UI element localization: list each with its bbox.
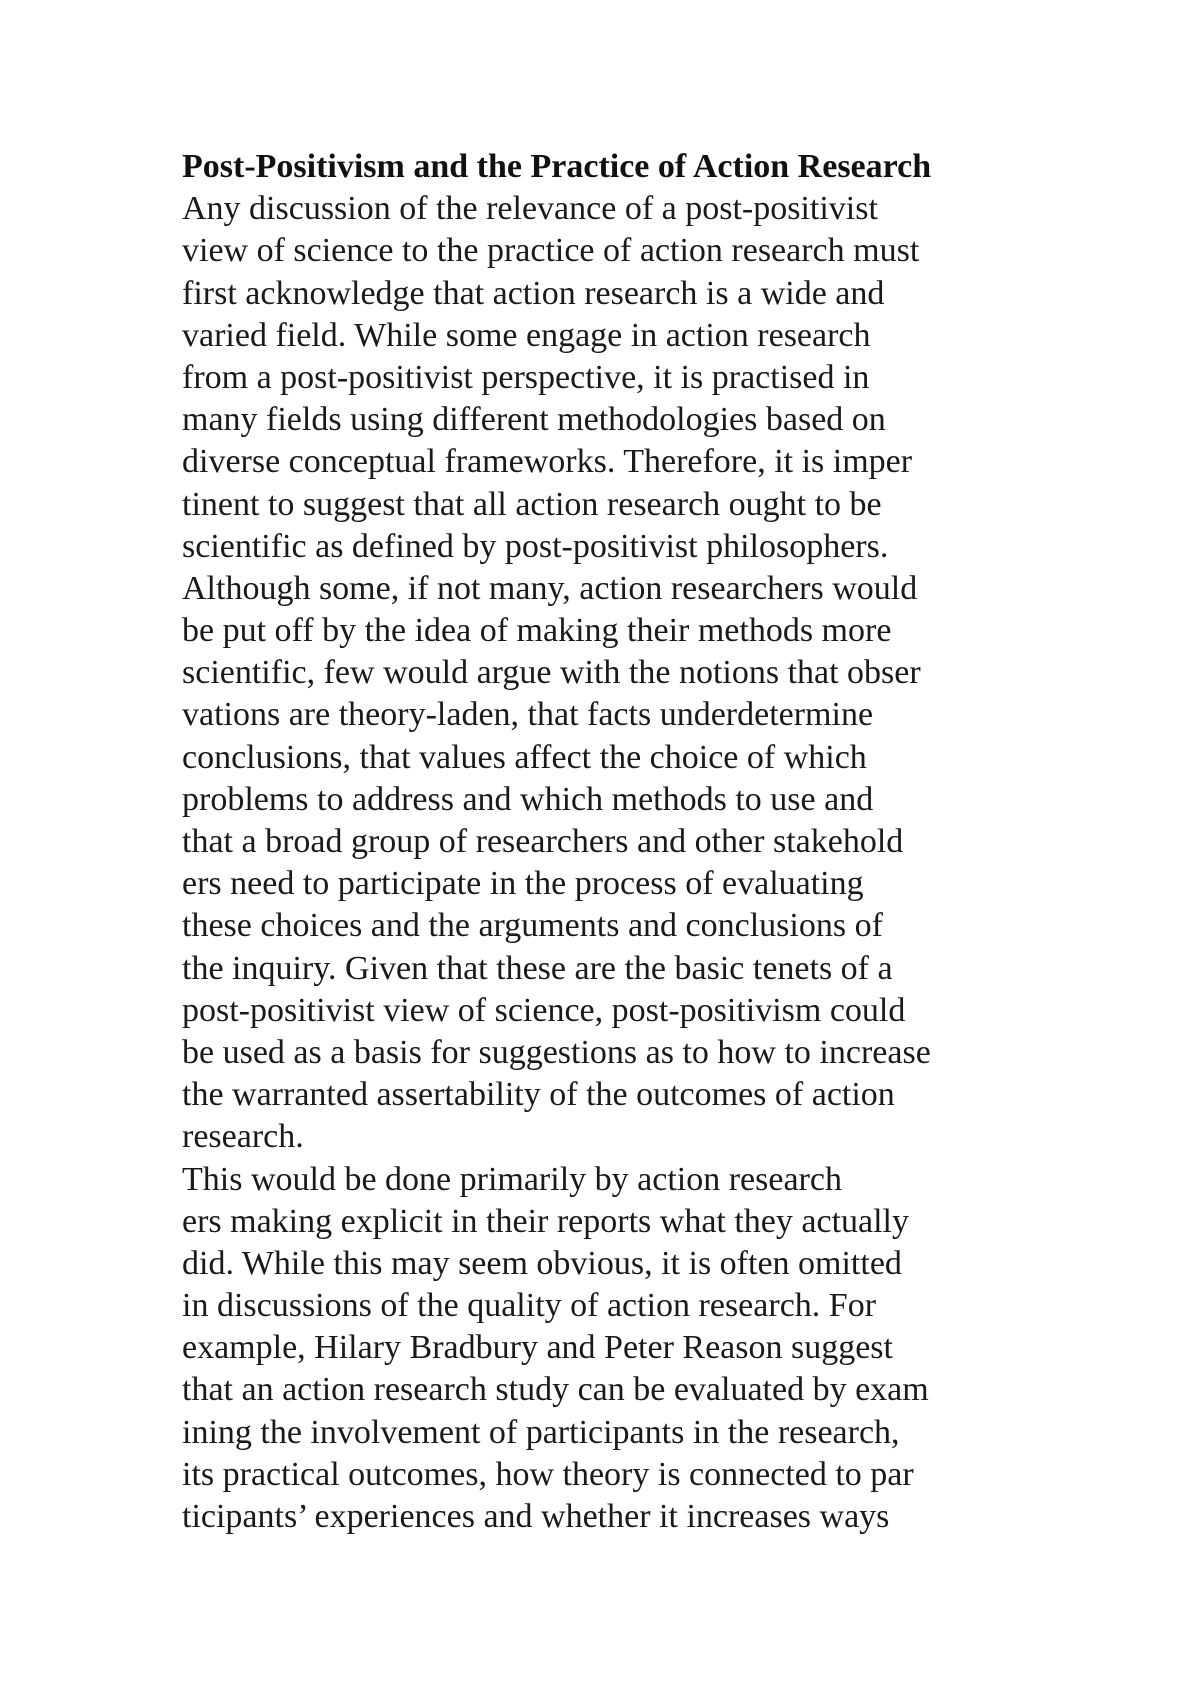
- paragraph-1-line: these choices and the arguments and conclusions of: [182, 907, 883, 945]
- paragraph-2-line: in discussions of the quality of action research. For: [182, 1287, 877, 1325]
- paragraph-2-line: ticipants’ experiences and whether it increases ways: [182, 1498, 890, 1535]
- paragraph-1-line: varied field. While some engage in action research: [182, 316, 871, 354]
- document-body: [182, 146, 1062, 1538]
- paragraph-1: [182, 188, 1062, 1158]
- paragraph-1-line: first acknowledge that action research is a wide and: [182, 274, 885, 312]
- paragraph-1-line: Although some, if not many, action researchers would: [182, 569, 918, 607]
- paragraph-1-line: Any discussion of the relevance of a post-positivist: [182, 190, 878, 228]
- paragraph-1-line: scientific as defined by post-positivist philosophers.: [182, 527, 889, 565]
- paragraph-1-line: scientific, few would argue with the notions that obser: [182, 654, 921, 692]
- paragraph-2: [182, 1159, 1062, 1539]
- paragraph-1-line: view of science to the practice of action research must: [182, 232, 920, 270]
- paragraph-1-line: post-positivist view of science, post-positivism could: [182, 991, 906, 1029]
- paragraph-1-line: from a post-positivist perspective, it is practised in: [182, 358, 870, 396]
- document-title: Post-Positivism and the Practice of Action Research: [182, 148, 932, 185]
- paragraph-1-line: ers need to participate in the process of evaluating: [182, 865, 864, 903]
- paragraph-2-line: ining the involvement of participants in the research,: [182, 1413, 900, 1451]
- paragraph-2-line: did. While this may seem obvious, it is often omitted: [182, 1244, 902, 1282]
- paragraph-1-line: tinent to suggest that all action research ought to be: [182, 485, 882, 523]
- paragraph-1-line: the inquiry. Given that these are the basic tenets of a: [182, 949, 893, 987]
- paragraph-2-line: ers making explicit in their reports what they actually: [182, 1202, 909, 1240]
- paragraph-1-line: conclusions, that values affect the choice of which: [182, 738, 867, 776]
- paragraph-1-line: many fields using different methodologies based on: [182, 401, 886, 439]
- paragraph-1-line: diverse conceptual frameworks. Therefore, it is imper: [182, 443, 913, 481]
- paragraph-1-line: problems to address and which methods to use and: [182, 780, 874, 818]
- paragraph-1-line: vations are theory-laden, that facts underdetermine: [182, 696, 874, 734]
- paragraph-1-line: be put off by the idea of making their methods more: [182, 612, 892, 650]
- paragraph-2-line: its practical outcomes, how theory is connected to par: [182, 1455, 914, 1493]
- paragraph-1-line: be used as a basis for suggestions as to how to increase: [182, 1033, 931, 1071]
- paragraph-2-line: that an action research study can be evaluated by exam: [182, 1371, 929, 1409]
- paragraph-1-line: research.: [182, 1118, 304, 1156]
- paragraph-1-line: the warranted assertability of the outcomes of action: [182, 1076, 895, 1114]
- paragraph-2-line: example, Hilary Bradbury and Peter Reason suggest: [182, 1329, 893, 1367]
- paragraph-2-line: This would be done primarily by action research: [182, 1160, 842, 1198]
- paragraph-1-line: that a broad group of researchers and other stakehold: [182, 823, 904, 860]
